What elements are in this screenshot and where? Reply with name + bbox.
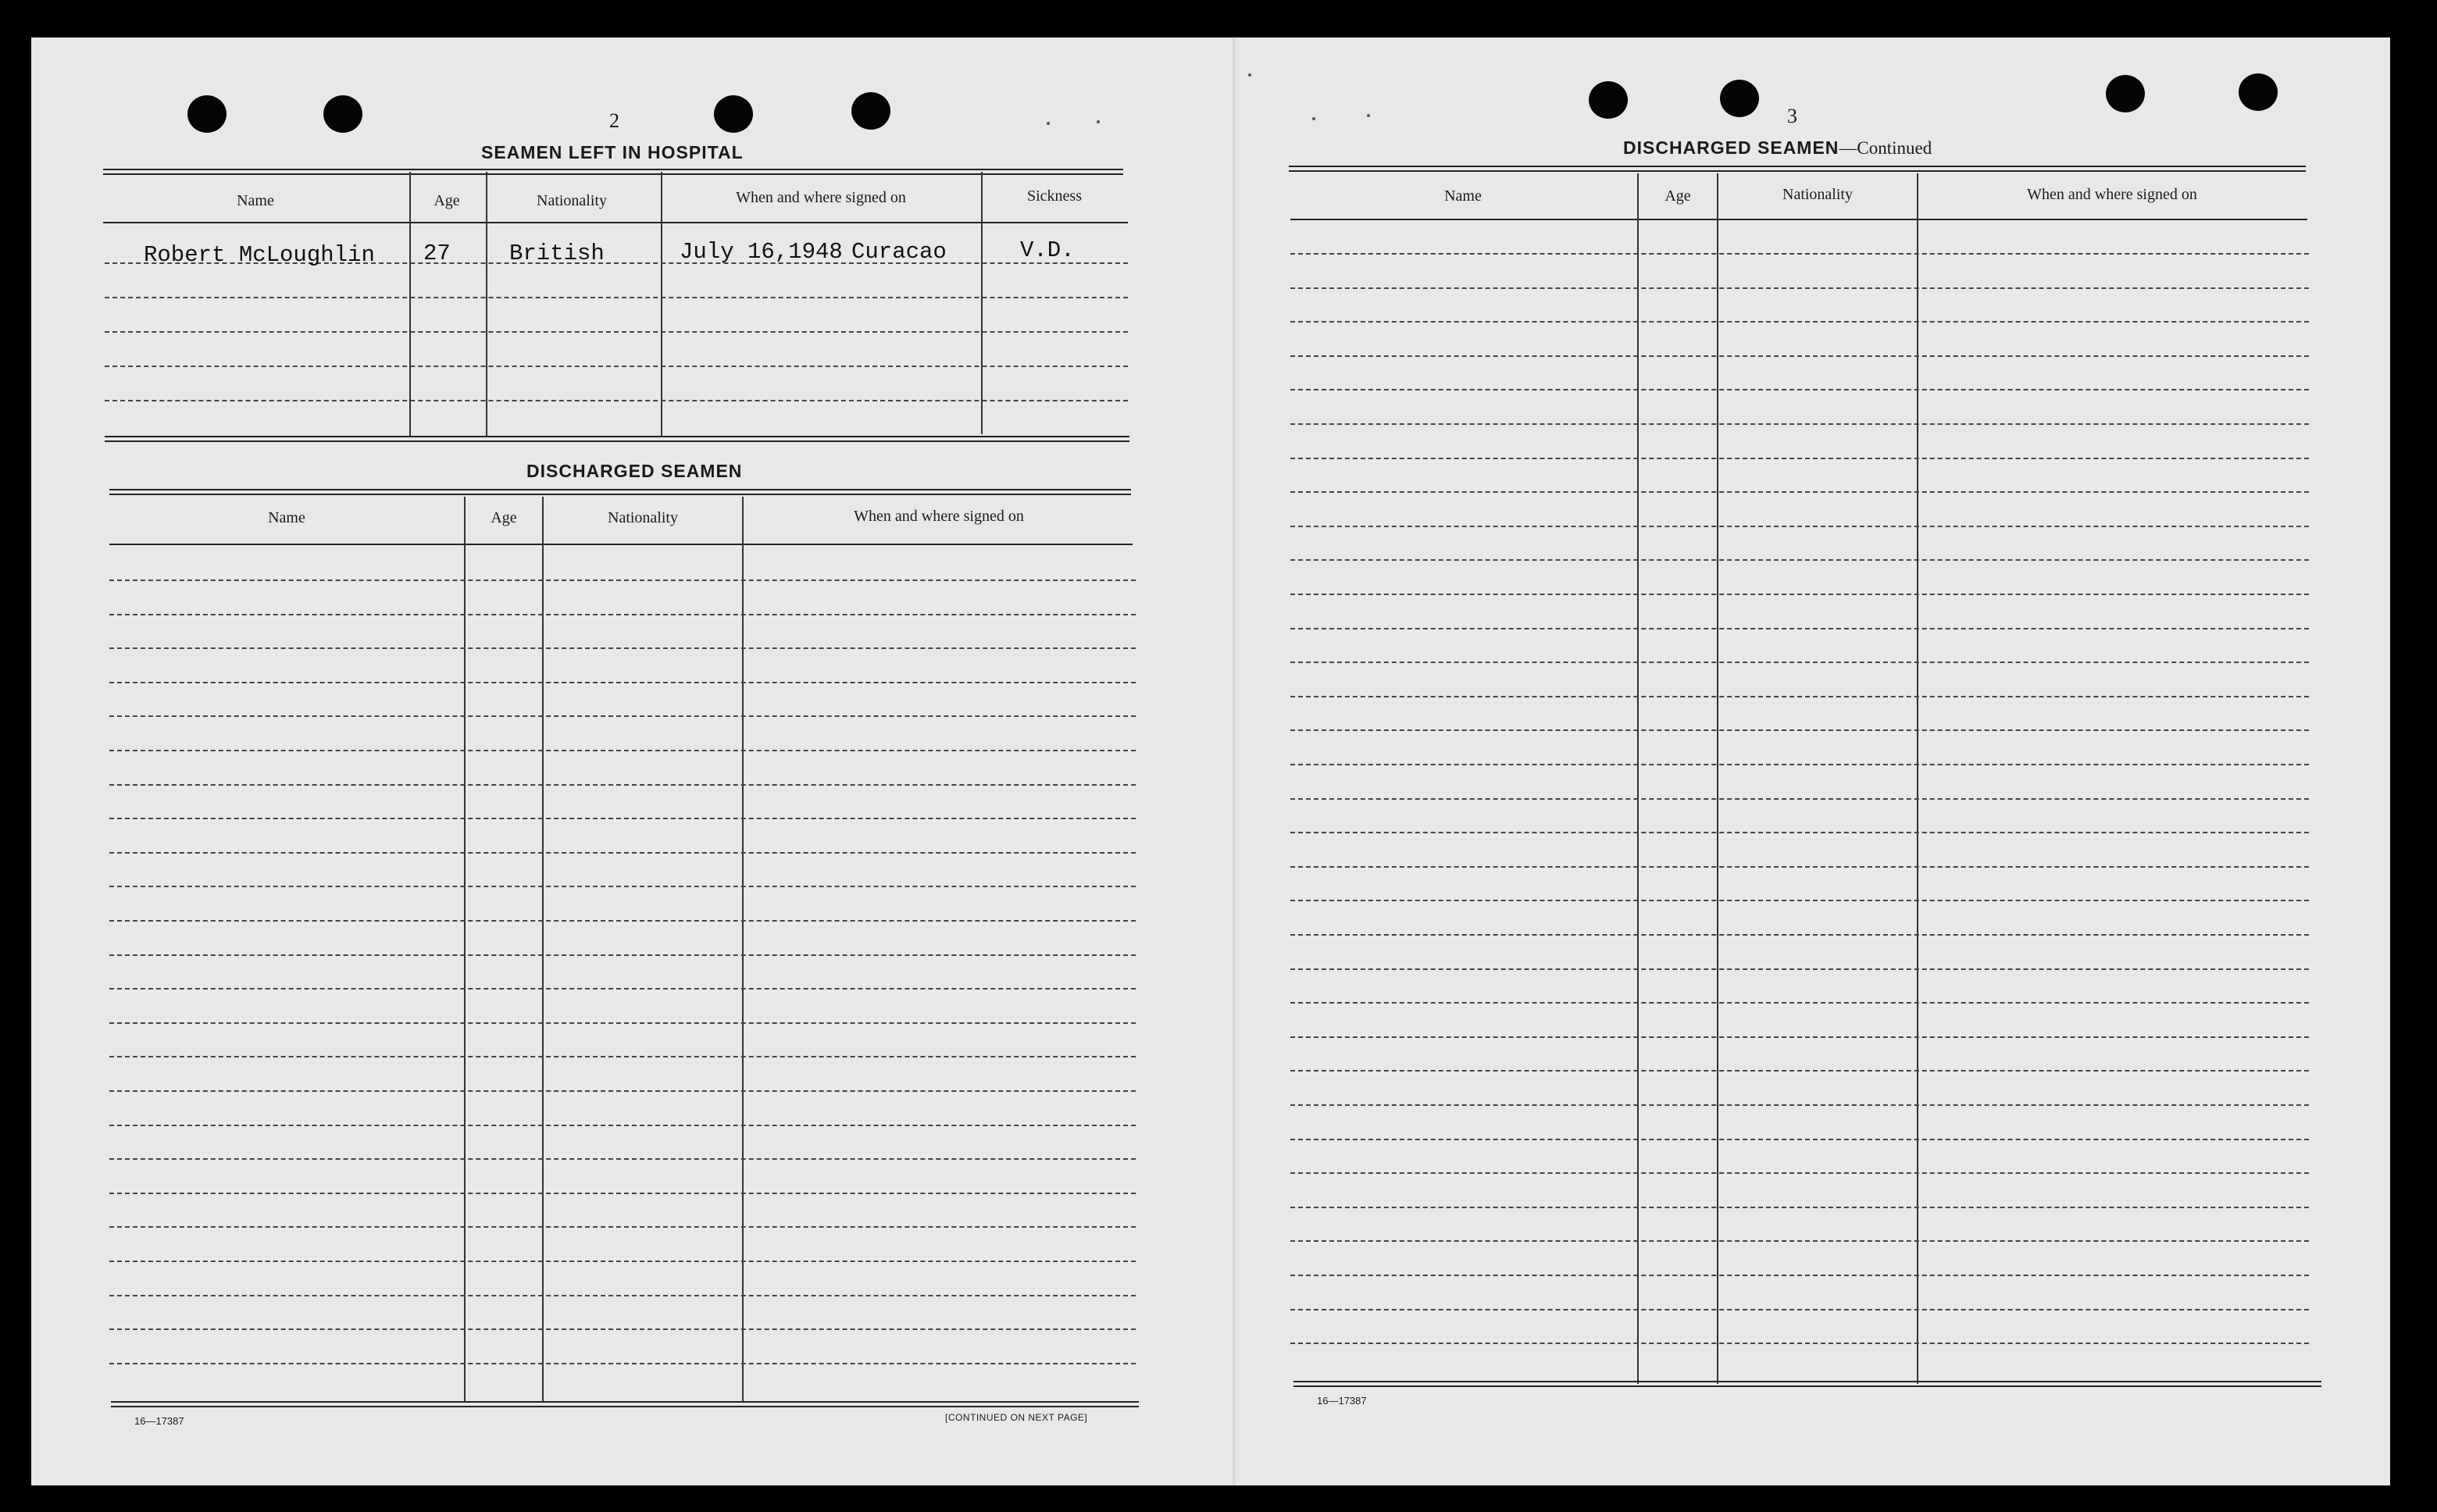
hospital-row-nationality: British	[509, 241, 605, 266]
row-line	[1290, 1036, 2309, 1038]
scan-speck	[1097, 120, 1100, 123]
row-line	[1290, 1240, 2309, 1242]
col-header-age: Age	[491, 509, 517, 526]
row-line	[109, 1363, 1136, 1364]
discharged-continued-title	[1623, 137, 1932, 159]
title-suffix: —Continued	[1839, 138, 1932, 158]
row-line	[109, 1328, 1136, 1330]
table-bottom-rule	[105, 440, 1129, 442]
hospital-row-name: Robert McLoughlin	[144, 242, 375, 268]
header-rule	[1290, 219, 2307, 220]
hospital-row-sickness: V.D.	[1020, 237, 1075, 263]
row-line	[109, 1158, 1136, 1160]
row-line	[1290, 729, 2309, 731]
row-line	[1290, 389, 2309, 390]
row-line	[1290, 798, 2309, 800]
row-line	[109, 852, 1136, 854]
row-line	[109, 1056, 1136, 1057]
table-top-rule	[103, 169, 1123, 175]
page-number: 3	[1787, 105, 1797, 127]
ledger-sheet	[31, 37, 2390, 1485]
hospital-row-signed-date: July 16,1948	[680, 239, 843, 265]
row-line	[1290, 253, 2309, 255]
row-line	[109, 954, 1136, 956]
row-line	[1290, 866, 2309, 868]
page-fold	[1233, 37, 1236, 1485]
form-number: 16—17387	[134, 1415, 184, 1427]
punch-hole	[187, 95, 227, 133]
header-rule	[103, 222, 1128, 223]
row-line	[1290, 934, 2309, 936]
hospital-row-signed-place: Curacao	[851, 239, 947, 265]
page-number: 2	[609, 109, 619, 132]
row-line	[1290, 696, 2309, 697]
col-header-signed-on: When and where signed on	[736, 189, 906, 206]
row-line	[109, 1090, 1136, 1092]
row-line	[109, 579, 1136, 581]
punch-hole	[714, 95, 753, 133]
row-line	[109, 1261, 1136, 1262]
col-header-name: Name	[1444, 187, 1482, 205]
row-line	[1290, 423, 2309, 425]
table-bottom-rule	[1293, 1385, 2321, 1387]
row-line	[1290, 458, 2309, 459]
column-divider	[981, 172, 983, 434]
punch-hole	[1589, 81, 1628, 119]
form-number: 16—17387	[1317, 1395, 1367, 1407]
row-line	[1290, 1207, 2309, 1208]
row-line	[109, 784, 1136, 786]
title-main: DISCHARGED SEAMEN	[1623, 137, 1839, 158]
row-line	[1290, 628, 2309, 629]
row-line	[1290, 355, 2309, 357]
row-line	[109, 614, 1136, 615]
header-rule	[109, 544, 1133, 545]
row-line	[1290, 559, 2309, 561]
col-header-nationality: Nationality	[1782, 186, 1853, 203]
column-divider	[542, 497, 544, 1403]
row-line	[109, 1295, 1136, 1296]
hospital-row-age: 27	[423, 241, 451, 266]
col-header-signed-on: When and where signed on	[854, 508, 1024, 525]
row-line	[1290, 1275, 2309, 1276]
col-header-nationality: Nationality	[608, 509, 678, 526]
scan-speck	[1047, 122, 1050, 125]
column-divider	[409, 172, 411, 437]
row-line	[1290, 1343, 2309, 1344]
scan-speck	[1248, 73, 1251, 77]
table-bottom-rule	[105, 436, 1129, 437]
punch-hole	[323, 95, 362, 133]
col-header-nationality: Nationality	[537, 192, 607, 209]
row-line	[105, 297, 1128, 298]
row-line	[109, 750, 1136, 751]
row-line	[1290, 594, 2309, 595]
row-line	[1290, 1070, 2309, 1072]
table-bottom-rule	[111, 1406, 1139, 1407]
table-top-rule	[1289, 166, 2306, 172]
row-line	[109, 988, 1136, 990]
row-line	[109, 1226, 1136, 1228]
discharged-section-title: DISCHARGED SEAMEN	[526, 461, 743, 481]
hospital-section-title: SEAMEN LEFT IN HOSPITAL	[481, 142, 744, 162]
row-line	[1290, 900, 2309, 901]
scan-speck	[1367, 114, 1370, 117]
row-line	[1290, 491, 2309, 493]
col-header-age: Age	[1665, 187, 1691, 205]
punch-hole	[851, 92, 890, 130]
table-top-rule	[109, 489, 1131, 495]
table-bottom-rule	[1293, 1381, 2321, 1382]
row-line	[1290, 1002, 2309, 1004]
column-divider	[464, 497, 466, 1403]
table-bottom-rule	[111, 1401, 1139, 1403]
row-line	[1290, 764, 2309, 765]
row-line	[109, 682, 1136, 683]
row-line	[109, 715, 1136, 717]
row-line	[105, 400, 1128, 401]
row-line	[1290, 1309, 2309, 1311]
row-line	[1290, 968, 2309, 970]
scan-speck	[1312, 117, 1315, 120]
row-line	[109, 647, 1136, 649]
row-line	[109, 1125, 1136, 1126]
punch-hole	[1720, 80, 1759, 117]
row-line	[109, 920, 1136, 922]
col-header-name: Name	[237, 192, 274, 209]
punch-hole	[2239, 73, 2278, 111]
row-line	[1290, 832, 2309, 833]
row-line	[1290, 1104, 2309, 1106]
row-line	[1290, 1172, 2309, 1174]
col-header-sickness: Sickness	[1027, 187, 1082, 205]
col-header-signed-on: When and where signed on	[2027, 186, 2197, 203]
row-line	[109, 1193, 1136, 1194]
column-divider	[742, 497, 744, 1403]
col-header-name: Name	[268, 509, 305, 526]
row-line	[105, 366, 1128, 367]
row-line	[109, 818, 1136, 819]
row-line	[1290, 287, 2309, 289]
col-header-age: Age	[434, 192, 460, 209]
row-line	[1290, 1139, 2309, 1140]
row-line	[105, 331, 1128, 333]
column-divider	[661, 172, 662, 437]
row-line	[1290, 526, 2309, 527]
column-divider	[486, 172, 487, 437]
punch-hole	[2106, 75, 2145, 112]
row-line	[1290, 662, 2309, 663]
row-line	[109, 1022, 1136, 1024]
row-line	[109, 886, 1136, 887]
row-line	[1290, 321, 2309, 323]
continued-note: [CONTINUED ON NEXT PAGE]	[945, 1412, 1088, 1423]
